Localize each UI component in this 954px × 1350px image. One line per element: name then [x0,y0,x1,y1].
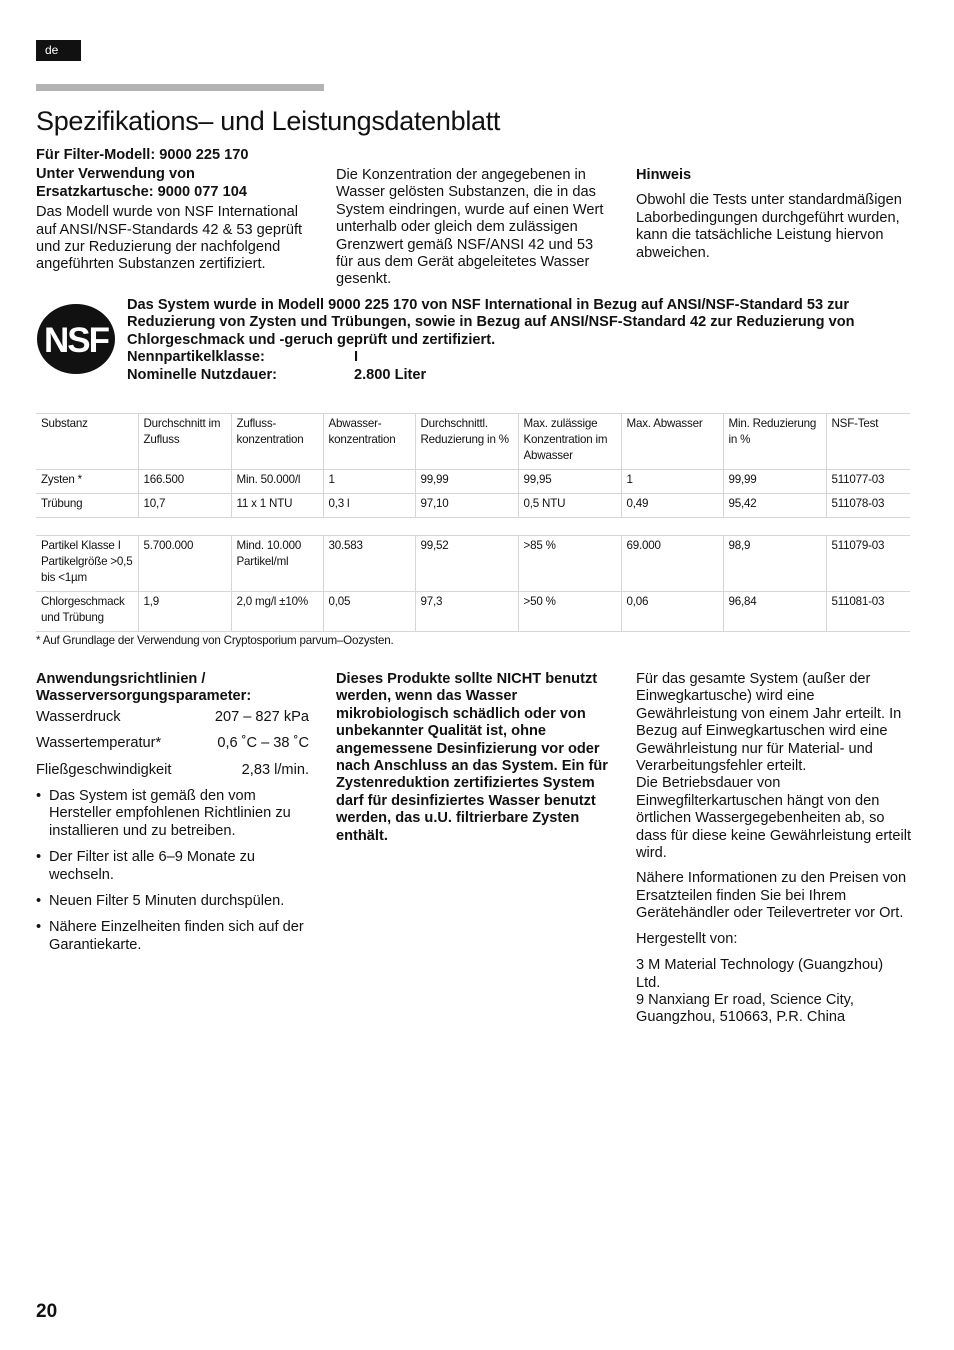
table-header-row [36,414,910,470]
param-value: 207 – 827 kPa [214,708,309,725]
table-cell: 99,99 [415,470,518,494]
table-cell: 0,05 [323,592,415,632]
table-cell: Zysten * [41,473,82,486]
guidelines-title: Anwendungsrichtlinien / Wasserversorgungsparameter: [36,671,252,705]
list-item: • Nähere Einzelheiten finden sich auf der Garantiekarte. [36,919,309,954]
column-header: Substanz [41,417,88,430]
table-cell: >50 % [518,592,621,632]
warranty-text-2: Die Betriebsdauer von Einwegfilterkartuschen hängt von den örtlichen Wassergegebenheiten ab, so dass für diese keine Gewährleistung erteilt wird. [636,775,911,862]
table-cell: 511077-03 [826,470,910,494]
service-life-label: Nominelle Nutzdauer: [127,366,278,383]
param-row [36,709,309,726]
table-cell: 2,0 mg/l ±10% [231,592,323,632]
table-cell: 11 x 1 NTU [231,494,323,518]
table-row [36,470,910,494]
column-header: Max. Abwasser [621,414,723,470]
table-cell: 97,10 [415,494,518,518]
table-spacer [36,518,910,536]
filter-model: Für Filter-Modell: 9000 225 170 [36,147,249,163]
replacement-cartridge: Unter Verwendung von Ersatzkartusche: 9000 077 104 [36,166,247,200]
warranty-text-1: Für das gesamte System (außer der Einwegkartusche) wird eine Gewährleistung von einem Jahr erteilt. In Bezug auf Einwegkartuschen wird eine Gewährleistung nur für Material- und Verarbeitungsfehler erteilt. [636,671,902,775]
list-item: • Das System ist gemäß den vom Hersteller empfohlenen Richtlinien zu installieren und zu betreiben. [36,788,309,840]
table-cell: 1 [621,470,723,494]
table-cell: Partikel Klasse I Partikelgröße >0,5 bis <1µm [41,539,133,584]
table-cell: 5.700.000 [138,536,231,592]
table-cell: 0,49 [621,494,723,518]
list-item: • Der Filter ist alle 6–9 Monate zu wechseln. [36,849,309,884]
table-cell: 166.500 [138,470,231,494]
service-life-row [127,367,927,384]
table-cell: 96,84 [723,592,826,632]
page-number: 20 [36,1301,58,1322]
table-footnote: * Auf Grundlage der Verwendung von Cryptosporium parvum–Oozysten. [36,634,394,647]
table-cell: 10,7 [138,494,231,518]
param-row [36,735,309,752]
table-row [36,592,910,632]
language-tag: de [36,40,81,61]
particle-class-row [127,349,927,366]
column-header: Durchschnittl. Reduzierung in % [415,414,518,470]
column-header: Zufluss-konzentration [231,414,323,470]
guidelines-column [36,671,309,963]
table-cell: Min. 50.000/l [231,470,323,494]
table-row [36,536,910,592]
table-cell: 511081-03 [826,592,910,632]
header-rule [36,84,324,91]
list-item: • Neuen Filter 5 Minuten durchspülen. [36,893,309,910]
nsf-certification [127,297,927,384]
table-cell: Mind. 10.000 Partikel/ml [231,536,323,592]
param-row [36,762,309,779]
note-column [636,167,916,262]
page-title: Spezifikations– und Leistungsdatenblatt [36,106,501,136]
table-cell: 511078-03 [826,494,910,518]
table-cell: 0,5 NTU [518,494,621,518]
param-label: Wasserdruck [36,708,121,725]
column-header: NSF-Test [826,414,910,470]
intro-text-2: Die Konzentration der angegebenen in Wasser gelösten Substanzen, die in das System eindringen, wurde auf einen Wert unterhalb oder gleich dem zulässigen Grenzwert gemäß NSF/ANSI 42 und 53 für aus dem Gerät abgeleitetes Wasser gesenkt. [336,167,604,288]
table-cell: 99,95 [518,470,621,494]
nsf-statement: Das System wurde in Modell 9000 225 170 von NSF International in Bezug auf ANSI/NSF-Standard 53 zur Reduzierung von Zysten und Trübungen, sowie in Bezug auf ANSI/NSF-Standard 42 zur Reduzierung von Chlorgeschmack und -geruch geprüft und zertifiziert. [127,297,855,348]
intro-column-2 [336,167,611,289]
table-cell: 30.583 [323,536,415,592]
warranty-column [636,671,911,1027]
table-cell: 1 [323,470,415,494]
warning-column [336,671,608,845]
column-header: Abwasser-konzentration [323,414,415,470]
particle-class-label: Nennpartikelklasse: [127,349,265,366]
guideline-list [36,788,309,954]
warning-text: Dieses Produkte sollte NICHT benutzt werden, wenn das Wasser mikrobiologisch schädlich oder von unbekannter Qualität ist, ohne angemessene Desinfizierung vor oder nach Anschluss an das System. Ein für Zystenreduktion zertifiziertes System darf für desinfiziertes Wasser benutzt werden, das u.U. filtrierbare Zysten enthält. [336,671,608,844]
service-life-value: 2.800 Liter [354,366,427,383]
table-cell: 0,06 [621,592,723,632]
spare-parts-text: Nähere Informationen zu den Preisen von Ersatzteilen finden Sie bei Ihrem Gerätehändler oder Teilevertreter vor Ort. [636,870,907,922]
manufacturer-label: Hergestellt von: [636,930,738,947]
table-cell: 0,3 l [323,494,415,518]
performance-table [36,413,910,632]
table-cell: 99,52 [415,536,518,592]
column-header: Max. zulässige Konzentration im Abwasser [518,414,621,470]
param-label: Fließgeschwindigkeit [36,761,172,778]
table-cell: 95,42 [723,494,826,518]
param-value: 0,6 ˚C – 38 ˚C [217,735,309,752]
table-cell: 97,3 [415,592,518,632]
intro-column-1 [36,147,316,274]
table-row [36,494,910,518]
particle-class-value: I [354,349,359,366]
intro-text-1: Das Modell wurde von NSF International auf ANSI/NSF-Standards 42 & 53 geprüft und zur Reduzierung der nachfolgend angeführten Substanzen zertifiziert. [36,204,303,273]
table-cell: 99,99 [723,470,826,494]
param-label: Wassertemperatur* [36,735,162,752]
param-value: 2,83 l/min. [241,761,309,778]
manufacturer-name: 3 M Material Technology (Guangzhou) Ltd. [636,957,884,991]
table-cell: 69.000 [621,536,723,592]
nsf-logo-icon [36,303,116,375]
column-header: Min. Reduzierung in % [723,414,826,470]
column-header: Durchschnitt im Zufluss [138,414,231,470]
table-cell: Chlorgeschmack und Trübung [41,595,125,624]
manufacturer-address: 9 Nanxiang Er road, Science City, Guangzhou, 510663, P.R. China [636,991,854,1026]
note-title: Hinweis [636,167,692,183]
table-cell: Trübung [41,497,83,510]
nsf-logo-text: NSF [44,321,108,360]
table-cell: 98,9 [723,536,826,592]
table-cell: 511079-03 [826,536,910,592]
note-text: Obwohl die Tests unter standardmäßigen Laborbedingungen durchgeführt wurden, kann die tatsächliche Leistung hiervon abweichen. [636,192,902,261]
table-cell: >85 % [518,536,621,592]
table-cell: 1,9 [138,592,231,632]
